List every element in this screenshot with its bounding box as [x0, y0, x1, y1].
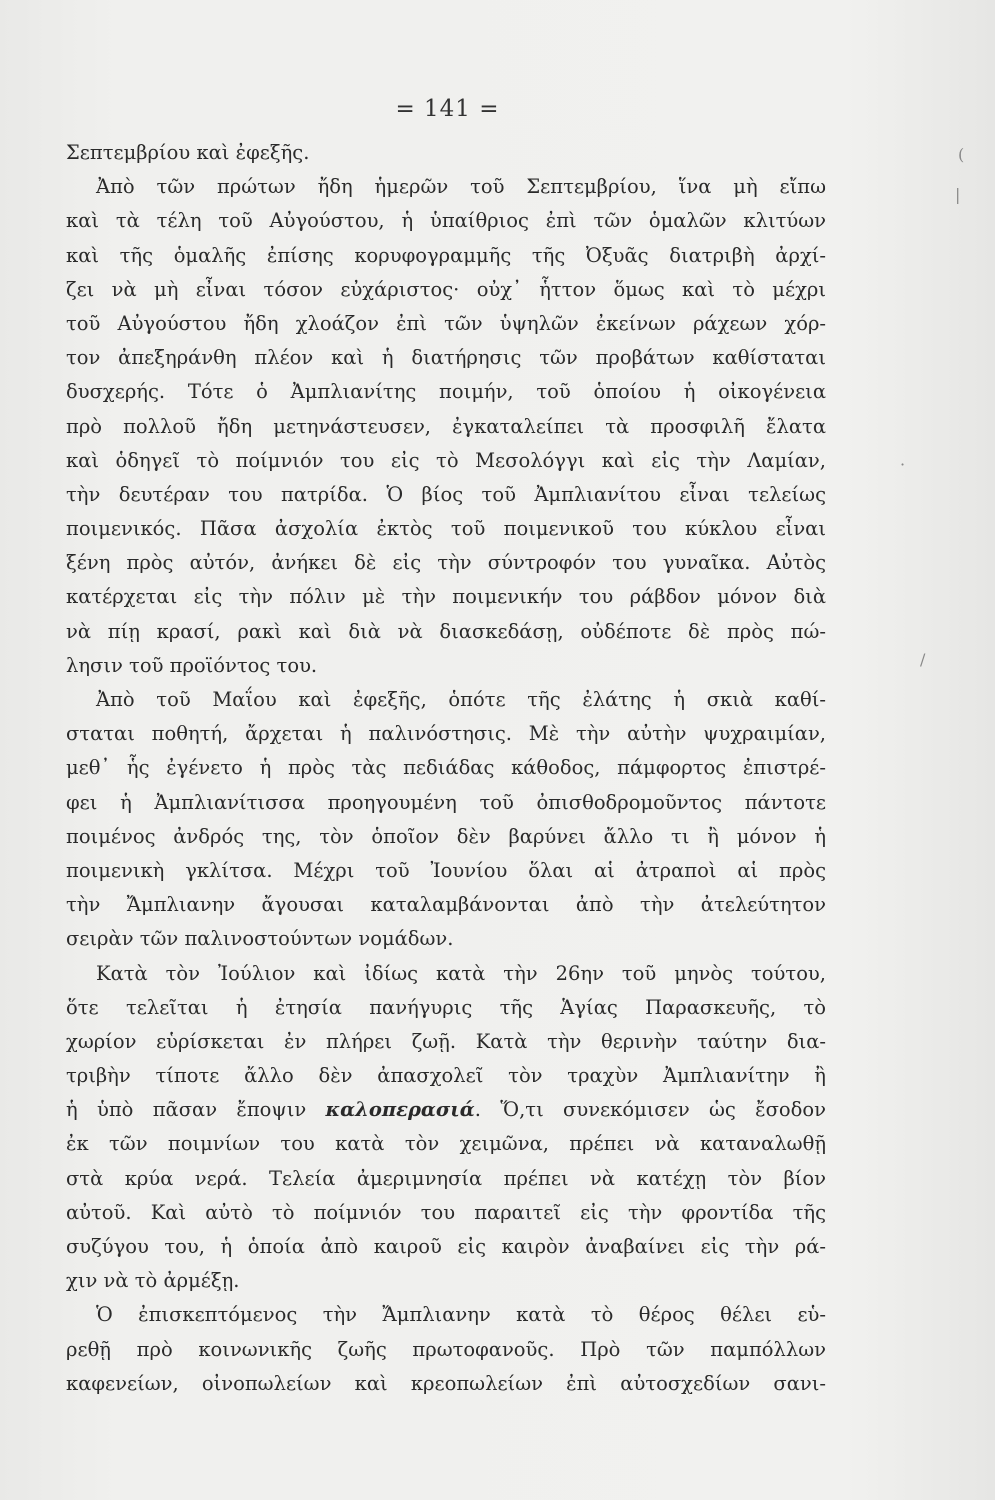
margin-speck: ( [958, 145, 965, 164]
text-line: ξένη πρὸς αὐτόν, ἀνήκει δὲ εἰς τὴν σύντροφόν του γυναῖκα. Αὐτὸς [66, 551, 826, 575]
text-line: καὶ τῆς ὁμαλῆς ἐπίσης κορυφογραμμῆς τῆς Ὀξυᾶς διατριβὴ ἀρχί- [66, 243, 826, 267]
margin-speck: | [955, 185, 961, 204]
text-line: χωρίον εὑρίσκεται ἐν πλήρει ζωῇ. Κατὰ τὴν θερινὴν ταύτην δια- [66, 1029, 826, 1053]
text-line: δυσχερής. Τότε ὁ Ἀμπλιανίτης ποιμήν, τοῦ ὁποίου ἡ οἰκογένεια [66, 380, 826, 404]
text-line: πρὸ πολλοῦ ἤδη μετηνάστευσεν, ἐγκαταλείπει τὰ προσφιλῆ ἔλατα [66, 414, 826, 438]
text-line: ἐκ τῶν ποιμνίων του κατὰ τὸν χειμῶνα, πρέπει νὰ καταναλωθῇ [66, 1132, 826, 1156]
text-line: ὅτε τελεῖται ἡ ἐτησία πανήγυρις τῆς Ἁγίας Παρασκευῆς, τὸ [66, 995, 826, 1019]
text-segment: ἡ ὑπὸ πᾶσαν ἔποψιν [66, 1098, 326, 1122]
text-line: σειρὰν τῶν παλινοστούντων νομάδων. [66, 927, 454, 951]
text-line: καφενείων, οἰνοπωλείων καὶ κρεοπωλείων ἐπὶ αὐτοσχεδίων σανι- [66, 1371, 826, 1395]
body-text [66, 136, 826, 1401]
text-line: χιν νὰ τὸ ἀρμέξῃ. [66, 1269, 240, 1293]
text-line: αὐτοῦ. Καὶ αὐτὸ τὸ ποίμνιόν του παραιτεῖ εἰς τὴν φροντίδα τῆς [66, 1200, 826, 1224]
text-line: τριβὴν τίποτε ἄλλο δὲν ἀπασχολεῖ τὸν τραχὺν Ἀμπλιανίτην ἢ [66, 1064, 826, 1088]
text-segment: . Ὅ,τι συνεκόμισεν ὡς ἔσοδον [474, 1098, 826, 1122]
text-line: ποιμενικός. Πᾶσα ἀσχολία ἐκτὸς τοῦ ποιμενικοῦ του κύκλου εἶναι [66, 517, 826, 541]
text-line: τοῦ Αὐγούστου ἤδη χλοάζον ἐπὶ τῶν ὑψηλῶν ἐκείνων ράχεων χόρ- [66, 311, 826, 335]
text-line: καὶ τὰ τέλη τοῦ Αὐγούστου, ἡ ὑπαίθριος ἐπὶ τῶν ὁμαλῶν κλιτύων [66, 209, 826, 233]
text-line: τὴν δευτέραν του πατρίδα. Ὁ βίος τοῦ Ἀμπλιανίτου εἶναι τελείως [66, 482, 826, 506]
text-line: τον ἀπεξηράνθη πλέον καὶ ἡ διατήρησις τῶν προβάτων καθίσταται [66, 346, 826, 370]
text-line-emphasis [66, 1093, 826, 1127]
text-line: ζει νὰ μὴ εἶναι τόσον εὐχάριστος· οὐχ᾿ ἧττον ὅμως καὶ τὸ μέχρι [66, 277, 826, 301]
text-line: κατέρχεται εἰς τὴν πόλιν μὲ τὴν ποιμενικήν του ράβδον μόνον διὰ [66, 585, 826, 609]
text-line: φει ἡ Ἀμπλιανίτισσα προηγουμένη τοῦ ὀπισθοδρομοῦντος πάντοτε [66, 790, 826, 814]
text-line: νὰ πίῃ κρασί, ρακὶ καὶ διὰ νὰ διασκεδάσῃ, οὐδέποτε δὲ πρὸς πώ- [66, 619, 826, 643]
text-line: Κατὰ τὸν Ἰούλιον καὶ ἰδίως κατὰ τὴν 26ην τοῦ μηνὸς τούτου, [96, 961, 826, 985]
text-line: τὴν Ἄμπλιανην ἄγουσαι καταλαμβάνονται ἀπὸ τὴν ἀτελεύτητον [66, 893, 826, 917]
text-line: συζύγου του, ἡ ὁποία ἀπὸ καιροῦ εἰς καιρὸν ἀναβαίνει εἰς τὴν ρά- [66, 1235, 826, 1258]
text-line: Ὁ ἐπισκεπτόμενος τὴν Ἄμπλιανην κατὰ τὸ θέρος θέλει εὑ- [96, 1303, 826, 1327]
text-line: ρεθῇ πρὸ κοινωνικῆς ζωῆς πρωτοφανοῦς. Πρὸ τῶν παμπόλλων [66, 1337, 826, 1361]
page-number: = 141 = [395, 96, 500, 122]
margin-speck: / [920, 650, 926, 669]
text-line: Ἀπὸ τοῦ Μαΐου καὶ ἐφεξῆς, ὁπότε τῆς ἐλάτης ἡ σκιὰ καθί- [96, 688, 826, 711]
margin-speck: · [900, 455, 906, 474]
text-line: Σεπτεμβρίου καὶ ἐφεξῆς. [66, 141, 310, 164]
emphasized-word: καλοπερασιά [325, 1098, 475, 1122]
text-line: σταται ποθητή, ἄρχεται ἡ παλινόστησις. Μὲ τὴν αὐτὴν ψυχραιμίαν, [66, 722, 826, 746]
text-line: καὶ ὁδηγεῖ τὸ ποίμνιόν του εἰς τὸ Μεσολόγγι καὶ εἰς τὴν Λαμίαν, [66, 448, 826, 472]
text-line: ποιμενικὴ γκλίτσα. Μέχρι τοῦ Ἰουνίου ὅλαι αἱ ἀτραποὶ αἱ πρὸς [66, 858, 826, 882]
text-line: λησιν τοῦ προϊόντος του. [66, 653, 318, 677]
text-line: στὰ κρύα νερά. Τελεία ἀμεριμνησία πρέπει νὰ κατέχῃ τὸν βίον [66, 1166, 826, 1190]
text-line: Ἀπὸ τῶν πρώτων ἤδη ἡμερῶν τοῦ Σεπτεμβρίου, ἵνα μὴ εἴπω [96, 175, 826, 199]
text-line: μεθ᾿ ἧς ἐγένετο ἡ πρὸς τὰς πεδιάδας κάθοδος, πάμφορτος ἐπιστρέ- [66, 756, 826, 780]
text-line: ποιμένος ἀνδρός της, τὸν ὁποῖον δὲν βαρύνει ἄλλο τι ἢ μόνον ἡ [66, 824, 826, 848]
